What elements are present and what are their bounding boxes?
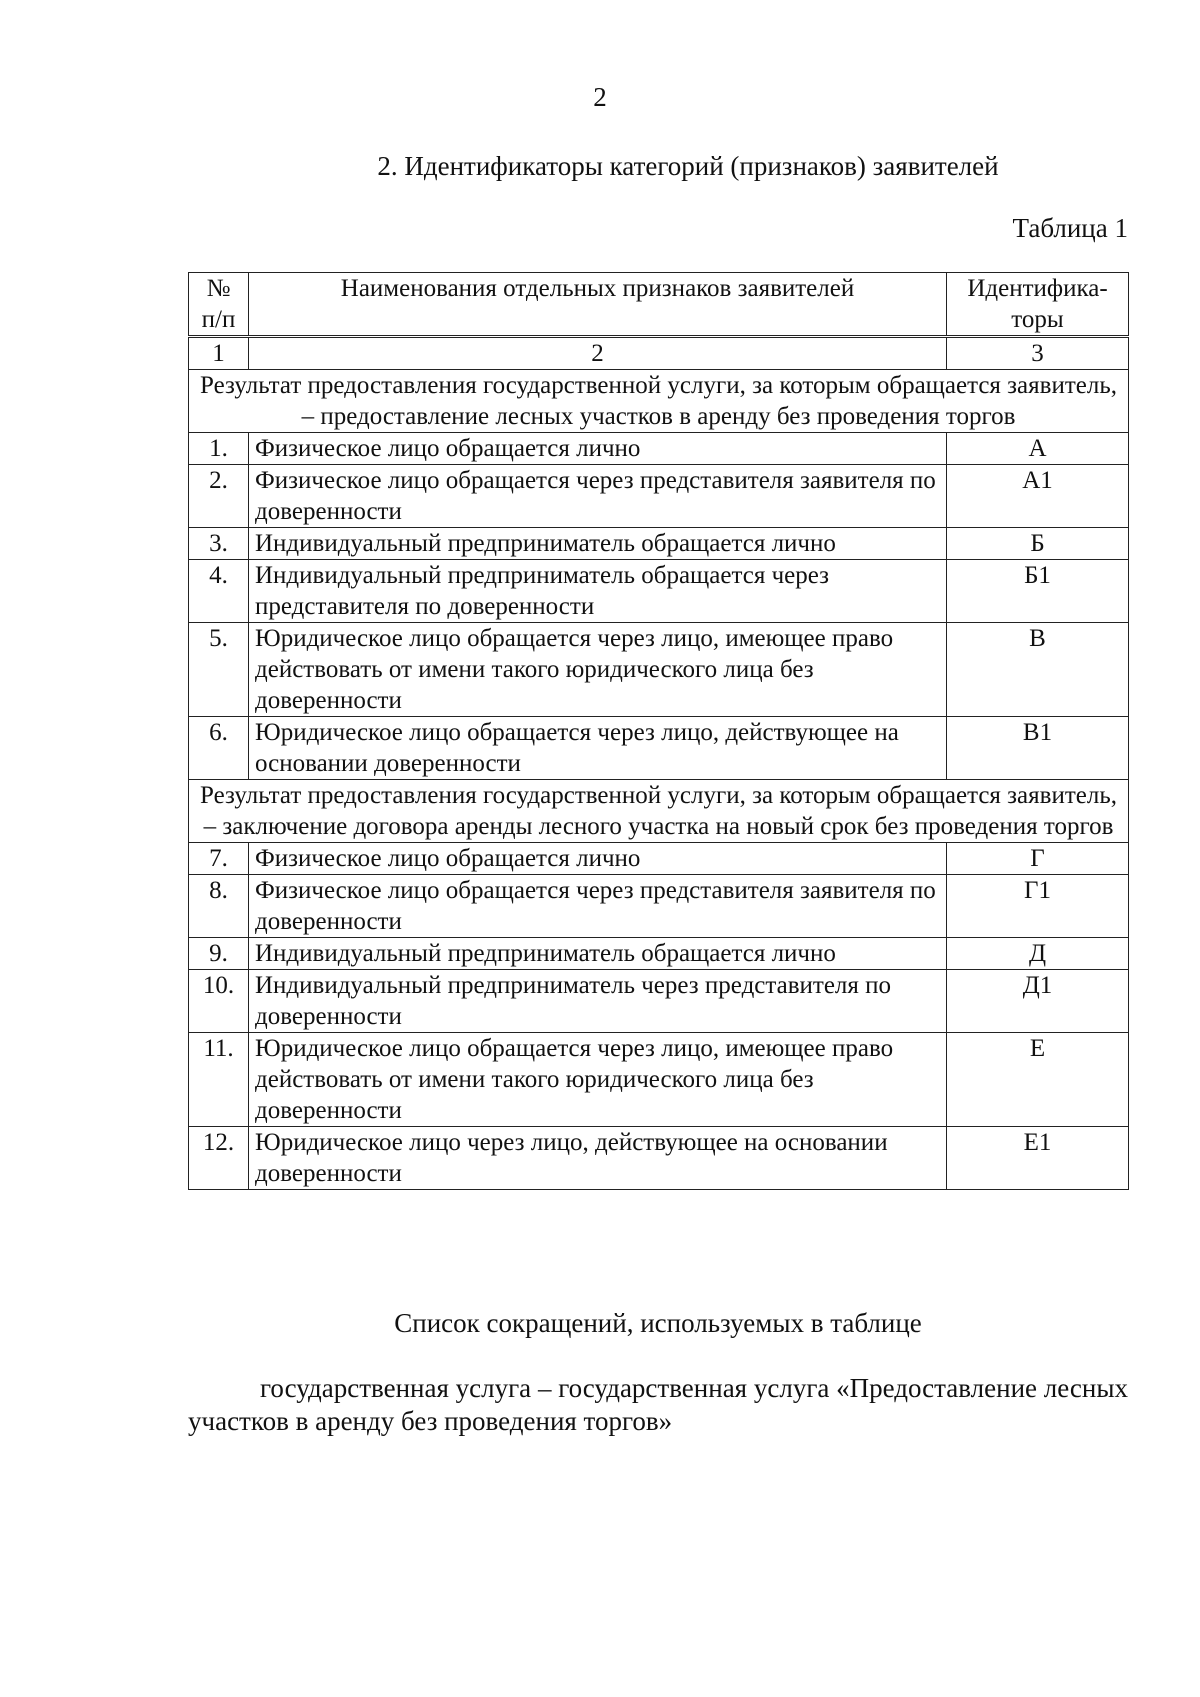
- row-id: Д: [947, 938, 1129, 970]
- row-id: Е1: [947, 1127, 1129, 1190]
- table-row: [189, 1127, 1129, 1190]
- row-name: Физическое лицо обращается лично: [249, 843, 947, 875]
- row-id: А: [947, 433, 1129, 465]
- table-row: [189, 875, 1129, 938]
- row-id: Д1: [947, 970, 1129, 1033]
- row-num: 10.: [189, 970, 249, 1033]
- row-id: В: [947, 623, 1129, 717]
- row-name: Юридическое лицо обращается через лицо, действующее на основании доверенности: [249, 717, 947, 780]
- column-number: 2: [249, 337, 947, 370]
- row-id: Е: [947, 1033, 1129, 1127]
- table-row: [189, 623, 1129, 717]
- header-num: № п/п: [189, 273, 249, 337]
- row-id: Г: [947, 843, 1129, 875]
- row-num: 8.: [189, 875, 249, 938]
- table-row: [189, 528, 1129, 560]
- row-id: Г1: [947, 875, 1129, 938]
- row-num: 5.: [189, 623, 249, 717]
- row-name: Индивидуальный предприниматель обращается лично: [249, 528, 947, 560]
- table-row: [189, 970, 1129, 1033]
- column-numbers-row: [189, 337, 1129, 370]
- row-id: Б: [947, 528, 1129, 560]
- table-row: [189, 1033, 1129, 1127]
- column-number: 3: [947, 337, 1129, 370]
- applicant-identifiers-table: [188, 272, 1129, 1190]
- section-title: 2. Идентификаторы категорий (признаков) заявителей: [377, 151, 999, 181]
- table-row: [189, 560, 1129, 623]
- row-name: Индивидуальный предприниматель обращается лично: [249, 938, 947, 970]
- header-name: Наименования отдельных признаков заявителей: [249, 273, 947, 337]
- table-row: [189, 717, 1129, 780]
- row-num: 11.: [189, 1033, 249, 1127]
- group-title-row: [189, 370, 1129, 433]
- row-num: 2.: [189, 465, 249, 528]
- row-id: В1: [947, 717, 1129, 780]
- row-num: 9.: [189, 938, 249, 970]
- table-header-row: [189, 273, 1129, 337]
- header-id: Идентифика-торы: [947, 273, 1129, 337]
- row-name: Физическое лицо обращается лично: [249, 433, 947, 465]
- row-num: 1.: [189, 433, 249, 465]
- row-name: Индивидуальный предприниматель через представителя по доверенности: [249, 970, 947, 1033]
- row-num: 7.: [189, 843, 249, 875]
- row-num: 6.: [189, 717, 249, 780]
- table-row: [189, 433, 1129, 465]
- table-row: [189, 465, 1129, 528]
- row-id: А1: [947, 465, 1129, 528]
- row-num: 12.: [189, 1127, 249, 1190]
- table-row: [189, 938, 1129, 970]
- row-num: 4.: [189, 560, 249, 623]
- row-id: Б1: [947, 560, 1129, 623]
- row-name: Юридическое лицо обращается через лицо, имеющее право действовать от имени такого юридического лица без доверенности: [249, 1033, 947, 1127]
- row-name: Юридическое лицо через лицо, действующее на основании доверенности: [249, 1127, 947, 1190]
- row-name: Индивидуальный предприниматель обращается через представителя по доверенности: [249, 560, 947, 623]
- page-number: 2: [593, 82, 607, 112]
- row-name: Физическое лицо обращается через представителя заявителя по доверенности: [249, 875, 947, 938]
- group-title-row: [189, 780, 1129, 843]
- group-title: Результат предоставления государственной услуги, за которым обращается заявитель, – предоставление лесных участков в аренду без проведения торгов: [189, 370, 1129, 433]
- row-num: 3.: [189, 528, 249, 560]
- table-row: [189, 843, 1129, 875]
- abbreviations-text: государственная услуга – государственная услуга «Предоставление лесных участков в аренду без проведения торгов»: [188, 1373, 1128, 1436]
- row-name: Юридическое лицо обращается через лицо, имеющее право действовать от имени такого юридического лица без доверенности: [249, 623, 947, 717]
- table-caption: Таблица 1: [1012, 213, 1128, 243]
- group-title: Результат предоставления государственной услуги, за которым обращается заявитель, – заключение договора аренды лесного участка на новый срок без проведения торгов: [189, 780, 1129, 843]
- column-number: 1: [189, 337, 249, 370]
- row-name: Физическое лицо обращается через представителя заявителя по доверенности: [249, 465, 947, 528]
- abbreviations-title: Список сокращений, используемых в таблице: [394, 1308, 922, 1338]
